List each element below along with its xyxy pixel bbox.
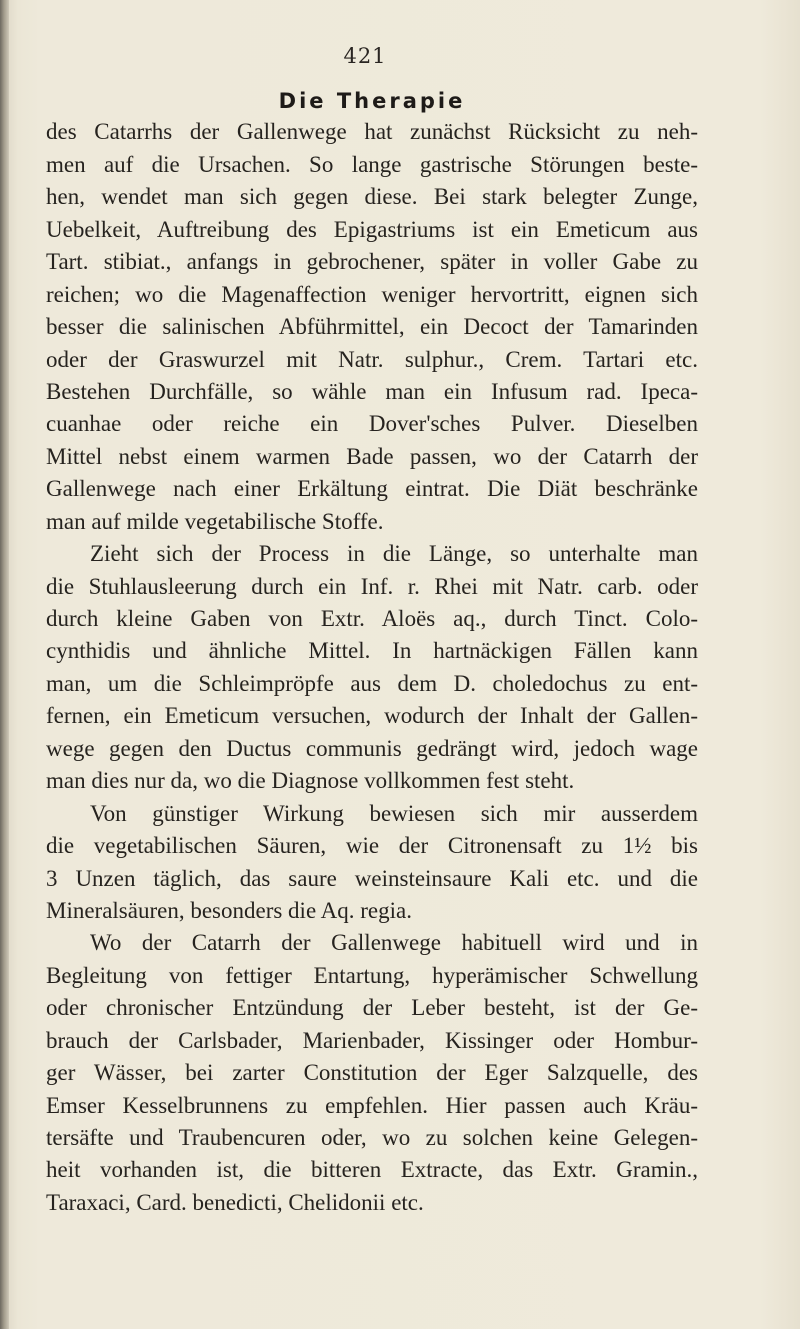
text-line: 3 Unzen täglich, das saure weinsteinsaure Kali etc. und die (46, 865, 698, 891)
text-line: heit vorhanden ist, die bitteren Extracte, das Extr. Gramin., (46, 1157, 698, 1183)
text-line: die Stuhlausleerung durch ein Inf. r. Rhei mit Natr. carb. oder (46, 573, 698, 599)
text-line: men auf die Ursachen. So lange gastrische Störungen beste- (46, 151, 698, 177)
paragraph-1 (46, 116, 698, 538)
binding-edge (0, 0, 9, 1329)
text-line: Mineralsäuren, besonders die Aq. regia. (46, 897, 412, 923)
text-line: oder chronischer Entzündung der Leber besteht, ist der Ge- (46, 995, 698, 1021)
text-line: cuanhae oder reiche ein Dover'sches Pulver. Dieselben (46, 411, 698, 437)
text-line: man dies nur da, wo die Diagnose vollkommen fest steht. (46, 768, 575, 794)
text-line: reichen; wo die Magenaffection weniger hervortritt, eignen sich (46, 281, 698, 307)
section-heading: Die Therapie (278, 89, 466, 113)
text-line: ger Wässer, bei zarter Constitution der Eger Salzquelle, des (46, 1060, 698, 1086)
text-line: Zieht sich der Process in die Länge, so unterhalte man (90, 541, 698, 567)
text-line: fernen, ein Emeticum versuchen, wodurch der Inhalt der Gallen- (46, 703, 698, 729)
text-line: Begleitung von fettiger Entartung, hyperämischer Schwellung (46, 962, 698, 988)
text-line: cynthidis und ähnliche Mittel. In hartnäckigen Fällen kann (46, 638, 698, 664)
paragraph-4 (46, 927, 698, 1219)
text-line: Gallenwege nach einer Erkältung eintrat. Die Diät beschränke (46, 476, 698, 502)
page-body (46, 84, 698, 1219)
text-line: wege gegen den Ductus communis gedrängt wird, jedoch wage (46, 735, 698, 761)
text-line: hen, wendet man sich gegen diese. Bei stark belegter Zunge, (46, 184, 698, 210)
paragraph-2 (46, 538, 698, 798)
page-number: 421 (343, 44, 387, 68)
text-line: brauch der Carlsbader, Marienbader, Kissinger oder Hombur- (46, 1027, 698, 1053)
text-line: Uebelkeit, Auftreibung des Epigastriums ist ein Emeticum aus (46, 216, 698, 242)
text-line: durch kleine Gaben von Extr. Aloës aq., durch Tinct. Colo- (46, 606, 698, 631)
text-line: Bestehen Durchfälle, so wähle man ein Infusum rad. Ipeca- (46, 378, 698, 404)
text-line: oder der Graswurzel mit Natr. sulphur., Crem. Tartari etc. (46, 346, 698, 372)
text-line: besser die salinischen Abführmittel, ein Decoct der Tamarinden (46, 314, 698, 340)
text-line: man, um die Schleimpröpfe aus dem D. choledochus zu ent- (46, 670, 698, 696)
text-line: man auf milde vegetabilische Stoffe. (46, 508, 384, 534)
text-line: Mittel nebst einem warmen Bade passen, wo der Catarrh der (46, 443, 698, 469)
text-line: Wo der Catarrh der Gallenwege habituell wird und in (90, 930, 698, 956)
text-line: Taraxaci, Card. benedicti, Chelidonii etc. (46, 1189, 424, 1215)
text-line: des Catarrhs der Gallenwege hat zunächst Rücksicht zu neh- (46, 119, 698, 145)
text-line: Von günstiger Wirkung bewiesen sich mir ausserdem (90, 800, 698, 826)
text-line: Emser Kesselbrunnens zu empfehlen. Hier passen auch Kräu- (46, 1092, 698, 1118)
text-line: die vegetabilischen Säuren, wie der Citronensaft zu 1½ bis (46, 833, 698, 859)
paragraph-3 (46, 798, 698, 928)
text-line: tersäfte und Traubencuren oder, wo zu solchen keine Gelegen- (46, 1125, 698, 1150)
text-line: Tart. stibiat., anfangs in gebrochener, später in voller Gabe zu (46, 249, 698, 275)
